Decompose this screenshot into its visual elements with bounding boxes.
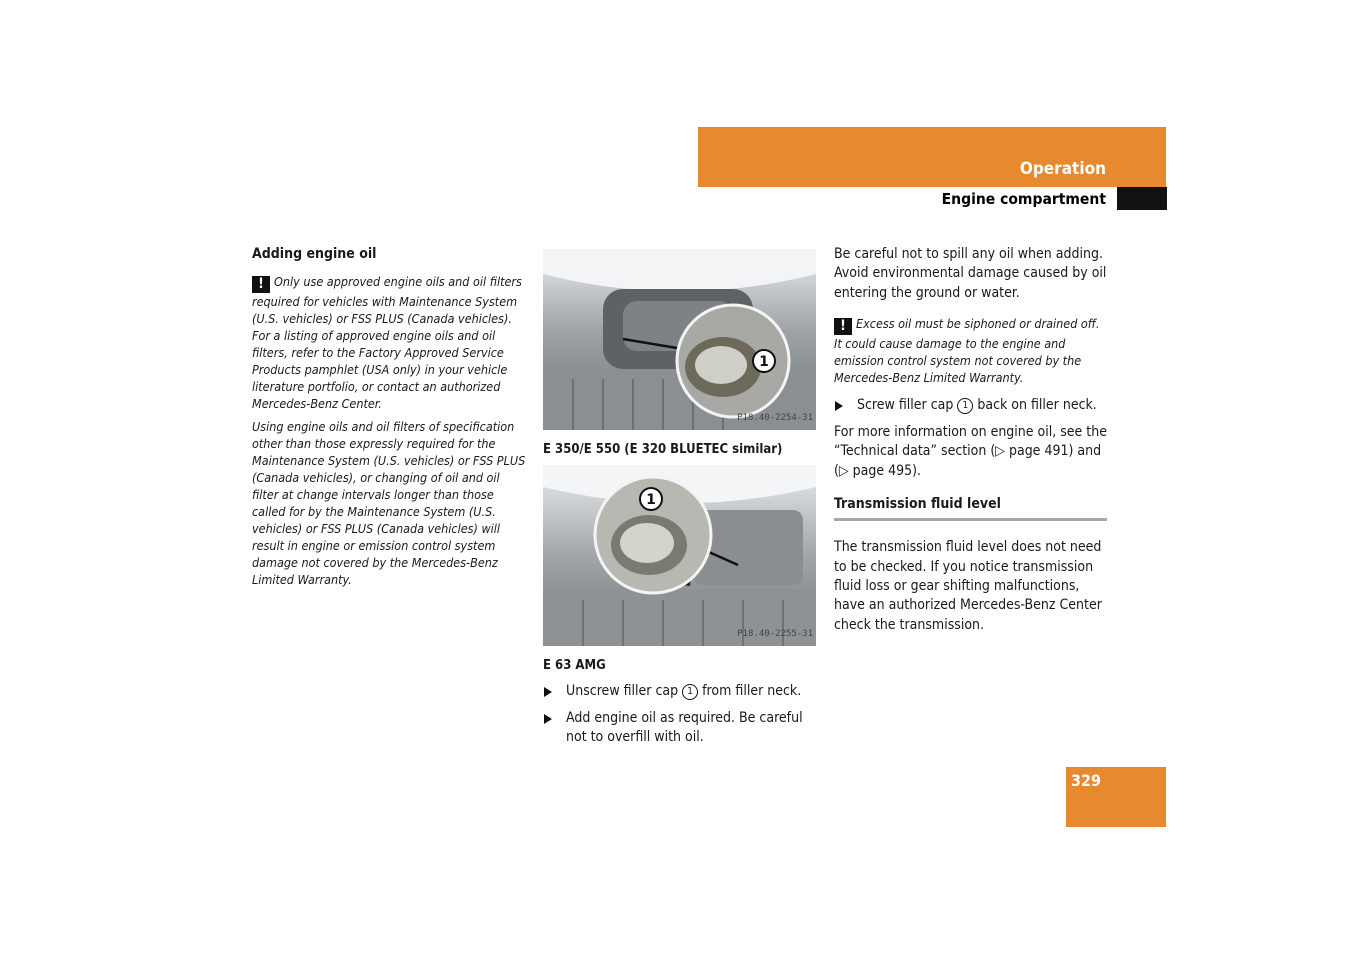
callout-1-icon: 1 — [957, 398, 973, 414]
photo-code: P18.40-2255-31 — [737, 629, 813, 639]
warning-note-approved-oils — [252, 273, 526, 412]
engine-photo-e350-illustration — [543, 249, 816, 430]
step-text: Screw filler cap — [857, 396, 954, 413]
step-text: from filler neck. — [702, 682, 802, 699]
step-text: Unscrew filler cap — [566, 682, 679, 699]
photo-caption-e63amg: E 63 AMG — [543, 658, 606, 674]
engine-photo-e63amg — [543, 465, 816, 646]
note-text: Excess oil must be siphoned or drained off. It could cause damage to the engine and emission control system not covered by the Mercedes-Benz Limited Warranty. — [834, 315, 1100, 385]
left-column — [252, 245, 526, 594]
step-screw-filler-cap — [834, 396, 1107, 415]
callout-1-label: 1 — [646, 492, 656, 509]
middle-column — [543, 249, 816, 755]
callout-1-label: 1 — [759, 354, 769, 370]
paragraph-transmission: The transmission fluid level does not need to be checked. If you notice transmission fluid loss or gear shifting malfunctions, have an authorized Mercedes-Benz Center check the transmission. — [834, 539, 1102, 633]
warning-note-specification: Using engine oils and oil filters of specification other than those expressly required for the Maintenance System (U.S. vehicles) or FSS PLUS (Canada vehicles), or changing of oil and oil filter at change intervals longer than those called for by the Maintenance System (U.S. vehicles) or FSS PLUS (Canada vehicles) will result in engine or emission control system damage not covered by the Mercedes-Benz Limited Warranty. — [252, 419, 526, 588]
subsection-title: Engine compartment — [941, 190, 1106, 208]
section-title: Operation — [1019, 159, 1106, 179]
right-column — [834, 245, 1107, 643]
exclamation-icon: ! — [834, 318, 852, 335]
heading-adding-engine-oil: Adding engine oil — [252, 246, 377, 262]
paragraph-more-information: For more information on engine oil, see the “Technical data” section (▷ page 491) and (▷ page 495). — [834, 424, 1107, 479]
engine-photo-e63amg-illustration — [543, 465, 816, 646]
subsection-marker — [1117, 187, 1167, 210]
step-unscrew-filler-cap — [543, 682, 816, 701]
exclamation-icon: ! — [252, 276, 270, 293]
photo-caption-e350: E 350/E 550 (E 320 BLUETEC similar) — [543, 442, 783, 457]
page-number: 329 — [1071, 771, 1102, 790]
warning-note-excess-oil — [834, 315, 1107, 386]
paragraph-spill-warning: Be careful not to spill any oil when adding. Avoid environmental damage caused by oil entering the ground or water. — [834, 246, 1107, 301]
note-text: Only use approved engine oils and oil filters required for vehicles with Maintenance System (U.S. vehicles) or FSS PLUS (Canada vehicles). For a listing of approved engine oils and oil filters, refer to the Factory Approved Service Products pamphlet (USA only) in your vehicle literature portfolio, or contact an authorized Mercedes-Benz Center. — [252, 274, 522, 412]
step-text: back on filler neck. — [977, 396, 1097, 413]
engine-photo-e350 — [543, 249, 816, 430]
heading-transmission-fluid-level: Transmission fluid level — [834, 495, 1107, 521]
callout-1-icon: 1 — [682, 684, 698, 700]
photo-code: P18.40-2254-31 — [737, 412, 813, 423]
step-add-engine-oil: Add engine oil as required. Be careful not to overfill with oil. — [543, 709, 816, 748]
